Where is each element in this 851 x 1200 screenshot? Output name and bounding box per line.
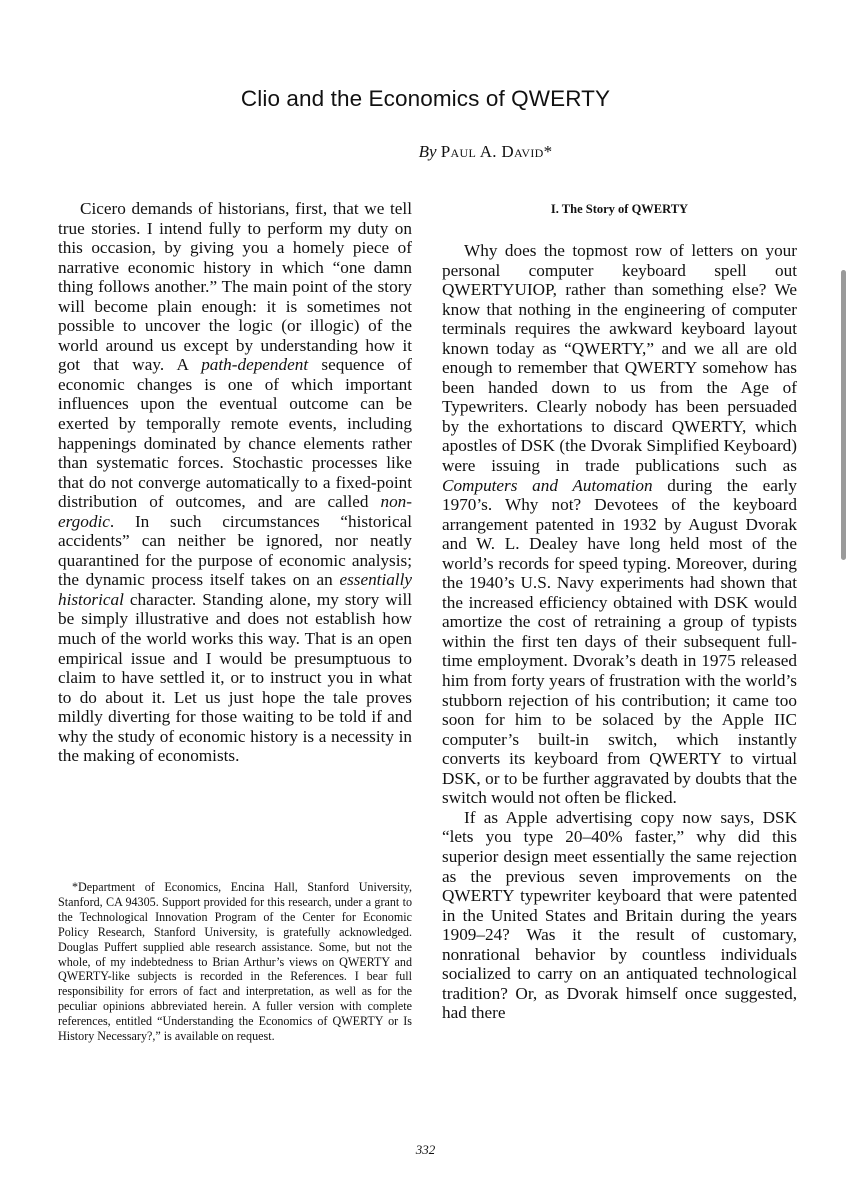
section-heading: I. The Story of QWERTY xyxy=(550,202,689,216)
byline xyxy=(0,142,851,162)
article-title: Clio and the Economics of QWERTY xyxy=(240,86,611,111)
author-footnote: *Department of Economics, Encina Hall, Stanford University, Stanford, CA 94305. Support provided for this research, under a grant to the Technological Innovation Program of the Center for Economic Policy Research, Stanford University, is gratefully acknowledged. Douglas Puffert supplied able research assistance. Some, but not the whole, of my indebtedness to Brian Arthur’s views on QWERTY and QWERTY-like subjects is recorded in the References. I bear full responsibility for errors of fact and interpretation, as well as for the peculiar opinions abbreviated herein. A fuller version with complete references, entitled “Understanding the Economics of QWERTY or Is History Necessary?,” is available on request. xyxy=(58,880,412,1044)
intro-paragraph: Cicero demands of historians, first, that we tell true stories. I intend fully to perform my duty on this occasion, by giving you a homely piece of narrative economic history in which “one damn thing follows another.” The main point of the story will become plain enough: it is sometimes not possible to uncover the logic (or illogic) of the world around us except by understanding how it got that way. A path-dependent sequence of economic changes is one of which important influences upon the eventual outcome can be exerted by temporally remote events, including happenings dominated by chance elements rather than systematic forces. Stochastic processes like that do not converge automatically to a fixed-point distribution of outcomes, and are called non-ergodic. In such circumstances “historical accidents” can neither be ignored, nor neatly quarantined for the purpose of economic analysis; the dynamic process itself takes on an essentially historical character. Standing alone, my story will be simply illustrative and does not establish how much of the world works this way. That is an open empirical issue and I would be presumptuous to claim to have settled it, or to instruct you in what to do about it. Let us just hope the tale proves mildly diverting for those waiting to be told if and why the study of economic history is a necessity in the making of economists. xyxy=(58,199,412,766)
emphasis-path-dependent: path-dependent xyxy=(201,355,309,375)
emphasis-non-ergodic: non-ergodic xyxy=(58,492,412,531)
story-paragraph-1: Why does the topmost row of letters on your personal computer keyboard spell out QWERTYUIOP, rather than something else? We know that nothing in the engineering of computer terminals requires the awkward keyboard layout known today as “QWERTY,” and we all are old enough to remember that QWERTY somehow has been handed down to us from the Age of Typewriters. Clearly nobody has been persuaded by the exhortations to discard QWERTY, which apostles of DSK (the Dvorak Simplified Keyboard) were issuing in trade publications such as Computers and Automation during the early 1970’s. Why not? Devotees of the keyboard arrangement patented in 1932 by August Dvorak and W. L. Dealey have long held most of the world’s records for speed typing. Moreover, during the 1940’s U.S. Navy experiments had shown that the increased efficiency obtained with DSK would amortize the cost of retraining a group of typists within the first ten days of their subsequent full-time employment. Dvorak’s death in 1975 released him from forty years of frustration with the world’s stubborn rejection of his contribution; it came too soon for him to be solaced by the Apple IIC computer’s built-in switch, which instantly converts its keyboard from QWERTY to virtual DSK, or to be further aggravated by doubts that the switch would not often be flicked. xyxy=(442,241,797,808)
right-column xyxy=(442,199,797,1023)
left-column xyxy=(58,199,412,766)
story-paragraph-2: If as Apple advertising copy now says, DSK “lets you type 20–40% faster,” why did this superior design meet essentially the same rejection as the previous seven improvements on the QWERTY typewriter keyboard that were patented in the United States and Britain during the years 1909–24? Was it the result of customary, nonrational behavior by countless individuals socialized to carry on an antiquated technological tradition? Or, as Dvorak himself once suggested, had there xyxy=(442,807,797,1023)
emphasis-publication-title: Computers and Automation xyxy=(442,475,653,495)
page-number: 332 xyxy=(415,1142,436,1157)
byline-author: Paul A. David* xyxy=(440,142,553,161)
byline-by: By xyxy=(418,142,437,161)
scrollbar-thumb[interactable] xyxy=(841,270,846,560)
emphasis-essentially-historical: essentially historical xyxy=(58,570,412,609)
